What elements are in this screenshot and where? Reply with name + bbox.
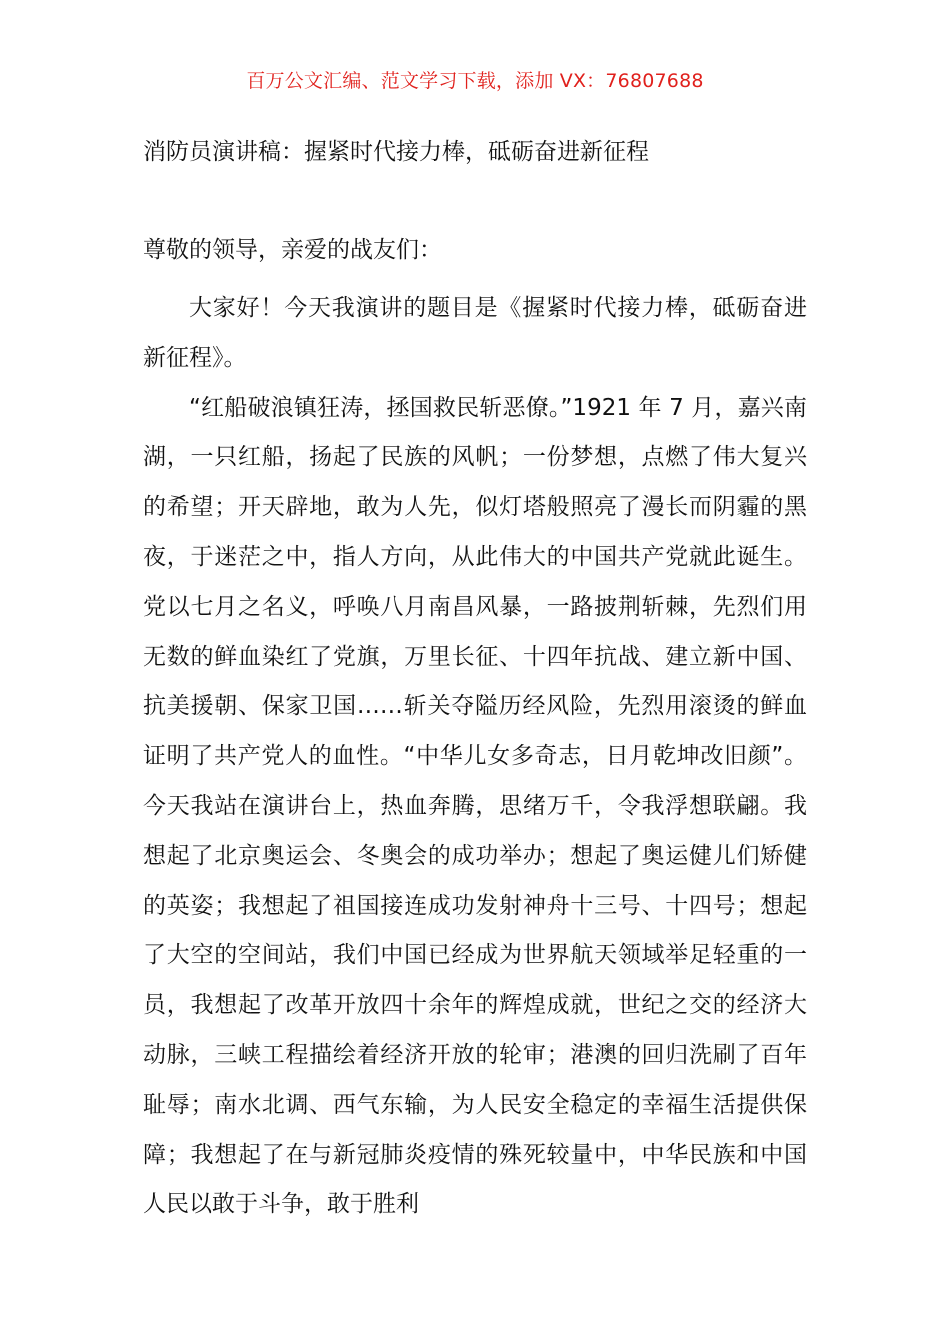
document-title: 消防员演讲稿：握紧时代接力棒，砥砺奋进新征程 [143, 139, 649, 165]
paragraph-greeting: 大家好！今天我演讲的题目是《握紧时代接力棒，砥砺奋进新征程》。 [143, 295, 807, 371]
paragraph-main: “红船破浪镇狂涛，拯国救民斩恶僚。”1921 年 7 月，嘉兴南湖，一只红船，扬起了民族的风帆；一份梦想，点燃了伟大复兴的希望；开天辟地，敢为人先，似灯塔般照亮了漫长而阴霾的黑夜，于迷茫之中，指人方向，从此伟大的中国共产党就此诞生。党以七月之名义，呼唤八月南昌风暴，一路披荆斩棘，先烈们用无数的鲜血染红了党旗，万里长征、十四年抗战、建立新中国、抗美援朝、保家卫国……斩关夺隘历经风险，先烈用滚烫的鲜血证明了共产党人的血性。“中华儿女多奇志，日月乾坤改旧颜”。今天我站在演讲台上，热血奔腾，思绪万千，令我浮想联翩。我想起了北京奥运会、冬奥会的成功举办；想起了奥运健儿们矫健的英姿；我想起了祖国接连成功发射神舟十三号、十四号；想起了大空的空间站，我们中国已经成为世界航天领域举足轻重的一员，我想起了改革开放四十余年的辉煌成就，世纪之交的经济大动脉，三峡工程描绘着经济开放的轮审；港澳的回归洗刷了百年耻辱；南水北调、西气东输，为人民安全稳定的幸福生活提供保障；我想起了在与新冠肺炎疫情的殊死较量中，中华民族和中国人民以敢于斗争，敢于胜利 [143, 394, 807, 1218]
salutation: 尊敬的领导，亲爱的战友们： [143, 237, 442, 263]
header-watermark-note: 百万公文汇编、范文学习下载，添加 VX：76807688 [246, 70, 704, 92]
speech-body [143, 284, 807, 1230]
